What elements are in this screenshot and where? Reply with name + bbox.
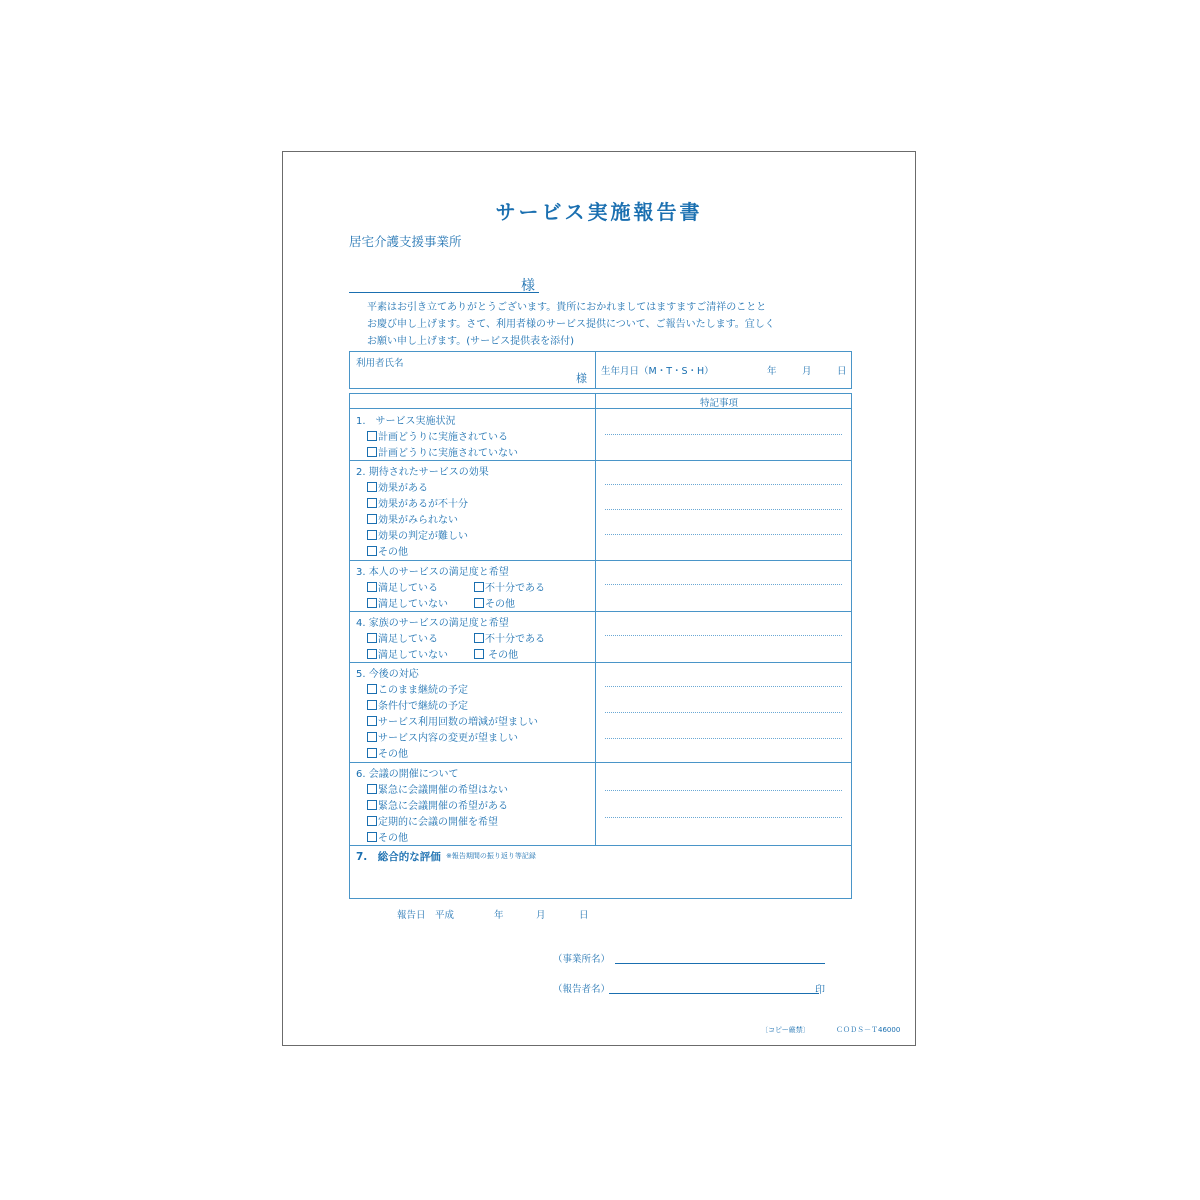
birth-day-label: 日 <box>837 366 847 377</box>
page-title: サービス実施報告書 <box>495 200 703 224</box>
checkbox-effect-insufficient[interactable]: 効果があるが不十分 <box>367 495 468 510</box>
checkbox-meeting-regular[interactable]: 定期的に会議の開催を希望 <box>367 813 498 828</box>
form-code: ＣＯＤＳ－Ｔ46000 <box>836 1026 901 1034</box>
section-5-heading: 5. 今後の対応 <box>356 669 419 680</box>
section-6-heading: 6. 会議の開催について <box>356 769 459 780</box>
overall-evaluation-field[interactable] <box>354 864 847 896</box>
addressee-suffix: 様 <box>521 278 535 294</box>
checkbox-effect-none[interactable]: 効果がみられない <box>367 511 458 526</box>
birth-month-label: 月 <box>802 366 812 377</box>
user-name-label: 利用者氏名 <box>356 358 404 369</box>
office-type-label: 居宅介護支援事業所 <box>349 234 462 249</box>
greeting-line-3: お願い申し上げます。(サービス提供表を添付) <box>367 336 575 347</box>
notes-line[interactable] <box>605 817 842 818</box>
addressee-line[interactable] <box>349 292 539 293</box>
checkbox-effect-yes[interactable]: 効果がある <box>367 479 428 494</box>
checkbox-meeting-other[interactable]: その他 <box>367 829 408 844</box>
notes-line[interactable] <box>605 790 842 791</box>
user-info-table <box>349 351 852 389</box>
seal-mark: 印 <box>815 985 825 996</box>
section-4-heading: 4. 家族のサービスの満足度と希望 <box>356 618 509 629</box>
report-date-label: 報告日 平成 <box>397 910 455 921</box>
notes-line[interactable] <box>605 434 842 435</box>
notes-line[interactable] <box>605 712 842 713</box>
checkbox-meeting-urgent[interactable]: 緊急に会議開催の希望がある <box>367 797 508 812</box>
section-7-note: ※報告期間の振り返り等記録 <box>446 852 536 860</box>
checkbox-continue[interactable]: このまま継続の予定 <box>367 681 468 696</box>
section-1-heading: 1. サービス実施状況 <box>356 416 456 427</box>
report-day-label: 日 <box>579 910 589 921</box>
report-form-sheet <box>282 151 916 1046</box>
report-year-label: 年 <box>494 910 504 921</box>
checkbox-family-other[interactable]: その他 <box>474 646 518 661</box>
notes-line[interactable] <box>605 484 842 485</box>
reporter-name-label: （報告者名） <box>553 984 611 995</box>
greeting-line-1: 平素はお引き立てありがとうございます。貴所におかれましてはますますご清祥のことと <box>367 302 767 313</box>
checkbox-change-frequency[interactable]: サービス利用回数の増減が望ましい <box>367 713 538 728</box>
notes-line[interactable] <box>605 534 842 535</box>
copy-prohibited-note: 〔コピー厳禁〕 <box>761 1026 810 1034</box>
checkbox-family-satisfied[interactable]: 満足している <box>367 630 438 645</box>
birth-year-label: 年 <box>767 366 777 377</box>
user-name-field[interactable] <box>370 368 570 386</box>
reporter-name-field[interactable] <box>609 993 819 994</box>
checkbox-self-unsatisfied[interactable]: 満足していない <box>367 595 448 610</box>
checkbox-self-insufficient[interactable]: 不十分である <box>474 579 545 594</box>
notes-line[interactable] <box>605 686 842 687</box>
checkbox-self-satisfied[interactable]: 満足している <box>367 579 438 594</box>
checkbox-planned-ok[interactable]: 計画どうりに実施されている <box>367 428 508 443</box>
checkbox-family-unsatisfied[interactable]: 満足していない <box>367 646 448 661</box>
office-name-label: （事業所名） <box>553 954 611 965</box>
user-name-suffix: 様 <box>576 372 587 385</box>
checkbox-change-content[interactable]: サービス内容の変更が望ましい <box>367 729 518 744</box>
checkbox-family-insufficient[interactable]: 不十分である <box>474 630 545 645</box>
notes-line[interactable] <box>605 584 842 585</box>
report-month-label: 月 <box>536 910 546 921</box>
checkbox-continue-conditional[interactable]: 条件付で継続の予定 <box>367 697 468 712</box>
section-3-heading: 3. 本人のサービスの満足度と希望 <box>356 567 509 578</box>
checkbox-planned-ng[interactable]: 計画どうりに実施されていない <box>367 444 518 459</box>
checkbox-effect-hard[interactable]: 効果の判定が難しい <box>367 527 468 542</box>
notes-line[interactable] <box>605 738 842 739</box>
section-7-heading: 7. 総合的な評価 <box>356 851 441 863</box>
section-2-heading: 2. 期待されたサービスの効果 <box>356 467 489 478</box>
birth-date-label: 生年月日（M・T・S・H） <box>601 366 714 377</box>
office-name-field[interactable] <box>615 963 825 964</box>
checkbox-self-other[interactable]: その他 <box>474 595 515 610</box>
greeting-line-2: お慶び申し上げます。さて、利用者様のサービス提供について、ご報告いたします。宜しく <box>367 319 775 330</box>
checkbox-effect-other[interactable]: その他 <box>367 543 408 558</box>
notes-line[interactable] <box>605 635 842 636</box>
notes-line[interactable] <box>605 509 842 510</box>
notes-header: 特記事項 <box>700 398 739 409</box>
checkbox-response-other[interactable]: その他 <box>367 745 408 760</box>
report-main-table <box>349 393 852 899</box>
checkbox-meeting-no-urgent[interactable]: 緊急に会議開催の希望はない <box>367 781 508 796</box>
